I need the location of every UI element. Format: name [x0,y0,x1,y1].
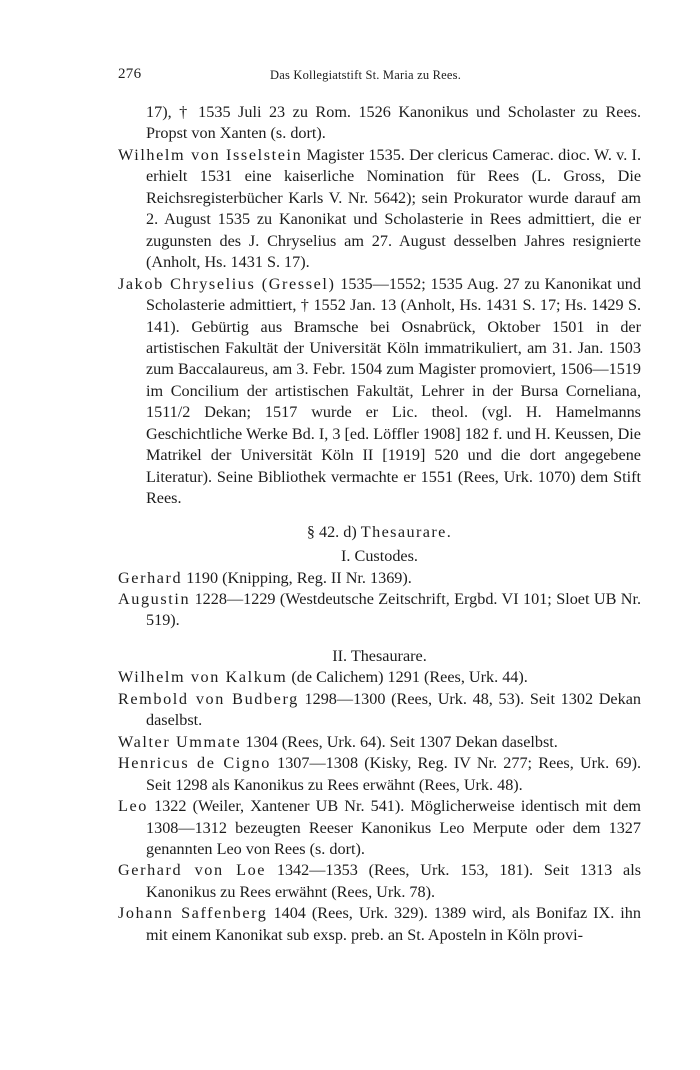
entry-walter-ummate [118,732,641,753]
entry-text: Magister 1535. Der clericus Camerac. dioc. W. v. I. erhielt 1531 eine kaiserliche Nomination für Rees (L. Gross, Die Reichsregisterbücher Karls V. Nr. 5642); sein Prokurator wurde darauf am 2. August 1535 zu Kanonikat und Scholasterie in Rees admittiert, die er zugunsten des J. Chryselius am 27. August desselben Jahres resignierte (Anholt, Hs. 1431 S. 17). [146,145,641,272]
entry-johann-saffenberg [118,903,641,946]
entry-jakob-chryselius [118,274,641,510]
entry-name: Leo [118,797,148,816]
section-heading-prefix: § 42. d) [306,522,361,541]
entry-name: Wilhelm von Kalkum [118,668,288,687]
entry-rembold-von-budberg [118,689,641,732]
entry-continuation [118,102,641,145]
entry-text: 1404 (Rees, Urk. 329). 1389 wird, als Bonifaz IX. ihn mit einem Kanonikat sub exsp. preb. an St. Aposteln in Köln provi- [146,904,641,944]
entry-name: Johann Saffenberg [118,904,268,923]
entry-augustin [118,589,641,632]
entry-name: Jakob Chryselius (Gressel) [118,274,336,293]
entry-text: 1307—1308 (Kisky, Reg. IV Nr. 277; Rees, Urk. 69). Seit 1298 als Kanonikus zu Rees erwähnt (Rees, Urk. 48). [146,754,642,794]
entry-name: Gerhard von Loe [118,861,267,880]
page-number: 276 [118,66,142,82]
entry-text: (de Calichem) 1291 (Rees, Urk. 44). [287,668,528,687]
entry-name: Gerhard [118,568,183,587]
entry-name: Walter Ummate [118,732,242,751]
entry-wilhelm-von-kalkum [118,667,641,688]
entry-gerhard [118,568,641,589]
entry-text: 1228—1229 (Westdeutsche Zeitschrift, Ergbd. VI 101; Sloet UB Nr. 519). [146,589,641,630]
entry-name: Augustin [118,589,191,608]
entry-text: 1322 (Weiler, Xantener UB Nr. 541). Möglicherweise identisch mit dem 1308—1312 bezeugten Reeser Kanonikus Leo Merpute oder dem 1327 genannten Leo von Rees (s. dort). [146,797,641,858]
page-body [118,102,641,946]
running-title: Das Kollegiatstift St. Maria zu Rees. [270,68,462,82]
entry-wilhelm-von-isselstein [118,145,641,274]
entry-gerhard-von-loe [118,860,641,903]
entry-name: Henricus de Cigno [118,754,271,773]
subheading-custodes: I. Custodes. [341,547,418,566]
subheading-thesaurare: II. Thesaurare. [332,646,427,665]
entry-name: Wilhelm von Isselstein [118,145,303,164]
entry-text: 1342—1353 (Rees, Urk. 153, 181). Seit 1313 als Kanonikus zu Rees erwähnt (Rees, Urk. 78). [146,861,641,901]
section-heading [118,522,641,543]
entry-henricus-de-cigno [118,753,641,796]
entry-text: 1535—1552; 1535 Aug. 27 zu Kanonikat und Scholasterie admittiert, † 1552 Jan. 13 (Anholt, Hs. 1431 S. 17; Hs. 1429 S. 141). Gebürtig aus Bramsche bei Osnabrück, Oktober 1501 in der artistischen Fakultät der Universität Köln immatrikuliert, am 31. Jan. 1503 zum Baccalaureus, am 3. Febr. 1504 zum Magister promoviert, 1506—1519 im Concilium der artistischen Fakultät, Lehrer in der Bursa Corneliana, 1511/2 Dekan; 1517 wurde er Lic. theol. (vgl. H. Hamelmanns Geschichtliche Werke Bd. I, 3 [ed. Löffler 1908] 182 f. und H. Keussen, Die Matrikel der Universität Köln II [1919] 520 und die dort angegebene Literatur). Seine Bibliothek vermachte er 1551 (Rees, Urk. 1070) dem Stift Rees. [146,274,641,508]
entry-leo [118,796,641,860]
entry-text: 1304 (Rees, Urk. 64). Seit 1307 Dekan daselbst. [241,732,558,751]
entry-name: Rembold von Budberg [118,689,299,708]
section-heading-word: Thesaurare. [360,522,453,541]
page-header [118,66,641,86]
entry-text: 17), † 1535 Juli 23 zu Rom. 1526 Kanonikus und Scholaster zu Rees. Propst von Xanten (s. dort). [146,103,641,143]
entry-text: 1190 (Knipping, Reg. II Nr. 1369). [182,568,412,587]
entry-text: 1298—1300 (Rees, Urk. 48, 53). Seit 1302 Dekan daselbst. [146,689,641,730]
